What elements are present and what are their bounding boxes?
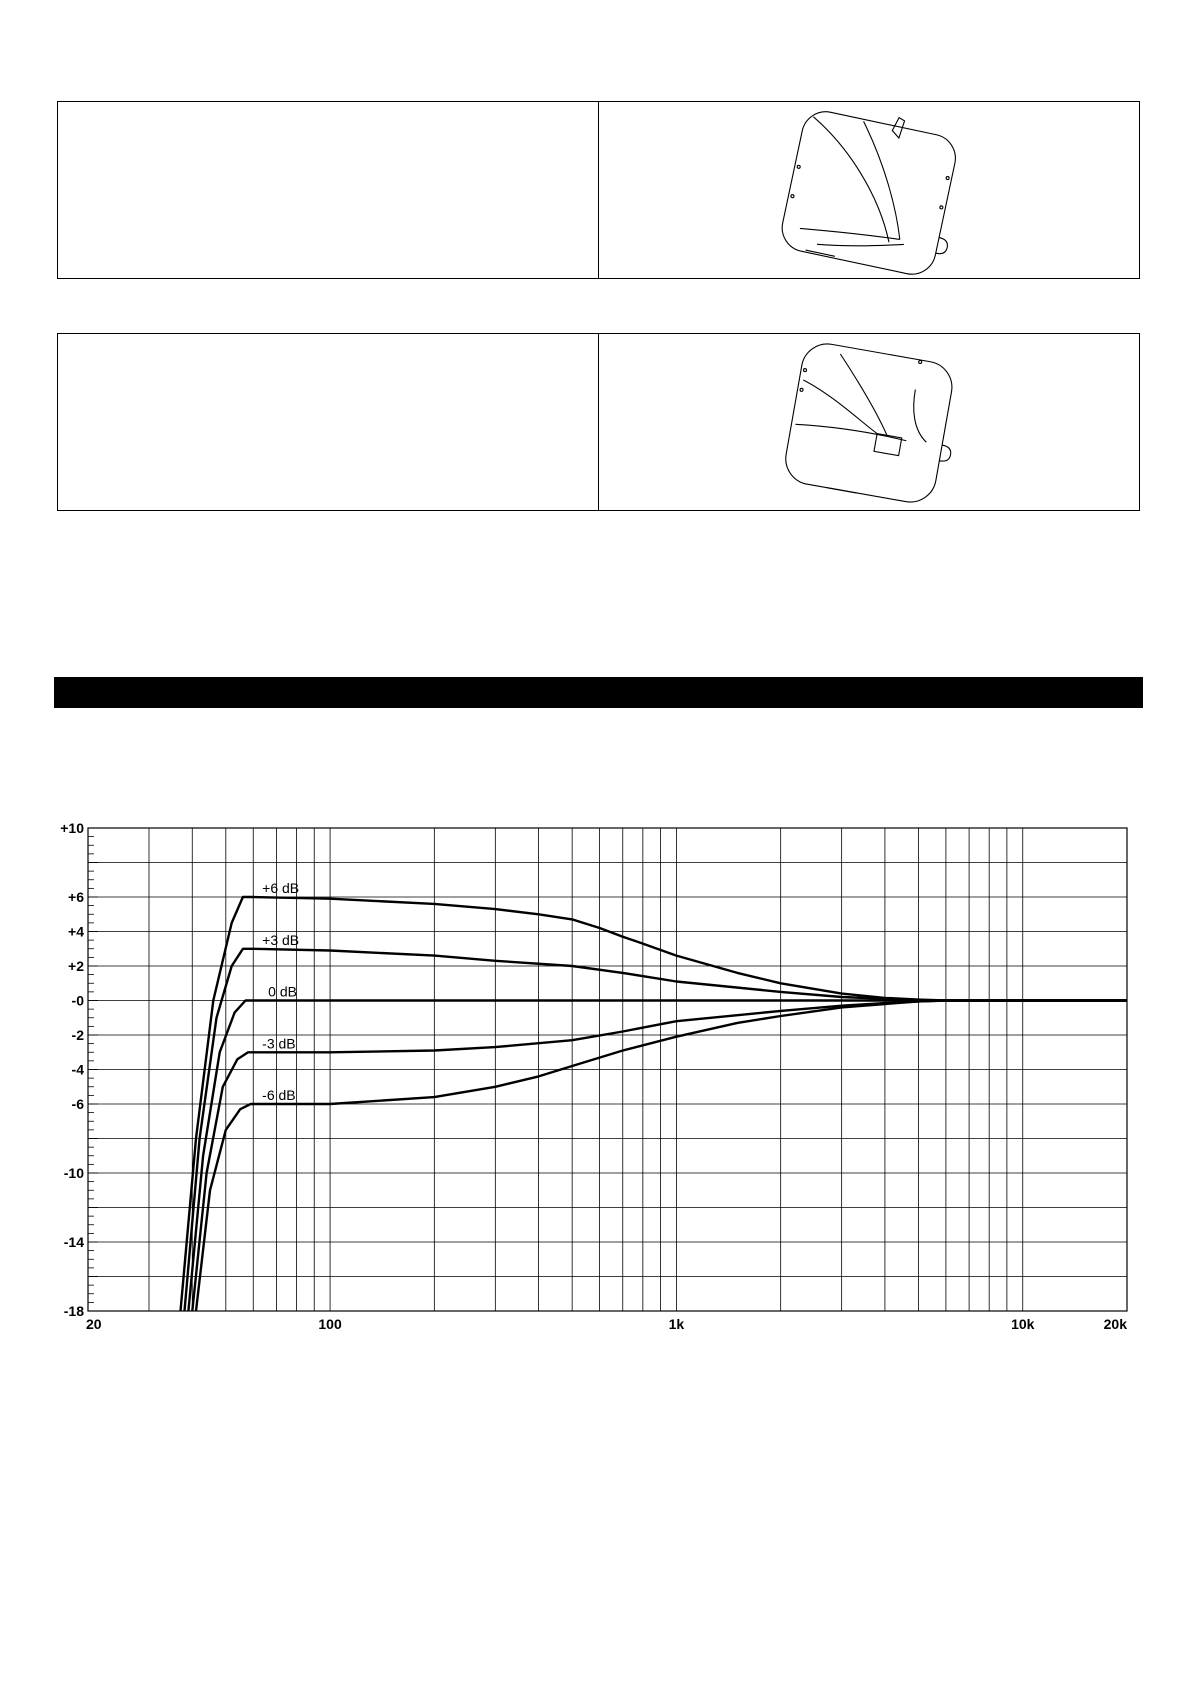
speaker-cabinet-tilted-icon: [599, 102, 1139, 278]
mounting-position-image-cell-2: [599, 334, 1139, 510]
x-tick-label: 1k: [668, 1316, 685, 1332]
y-tick-label: +4: [68, 923, 84, 940]
y-tick-label: -14: [63, 1234, 84, 1250]
series-label: -6 dB: [262, 1087, 296, 1103]
mounting-position-box-1: [57, 101, 1140, 279]
mounting-position-image-cell-1: [599, 102, 1139, 278]
x-tick-label: 20: [86, 1316, 102, 1332]
y-tick-label: -10: [63, 1165, 84, 1181]
series-label: -3 dB: [262, 1035, 296, 1052]
series-line: [181, 897, 1128, 1311]
x-tick-label: 10k: [1011, 1316, 1035, 1332]
y-tick-label: +2: [68, 958, 84, 974]
y-tick-label: -18: [63, 1303, 84, 1319]
section-header-bar: [54, 677, 1143, 708]
series-line: [188, 1001, 1127, 1312]
x-tick-label: 20k: [1103, 1316, 1127, 1332]
y-tick-label: -6: [71, 1096, 84, 1112]
series-label: +6 dB: [262, 880, 300, 896]
series-line: [185, 949, 1128, 1311]
y-tick-label: +10: [60, 820, 84, 836]
mounting-position-box-2: [57, 333, 1140, 511]
y-tick-label: -4: [71, 1061, 84, 1078]
speaker-cabinet-side-icon: [599, 334, 1139, 510]
x-tick-label: 100: [318, 1316, 342, 1332]
series-label: 0 dB: [268, 983, 297, 1000]
mounting-position-text-cell-1: [58, 102, 599, 278]
series-line: [192, 1001, 1127, 1312]
y-tick-label: -2: [71, 1027, 84, 1043]
y-tick-label: -0: [71, 992, 84, 1009]
plot-frame: [88, 828, 1127, 1311]
y-tick-label: +6: [68, 889, 84, 905]
series-label: +3 dB: [262, 931, 300, 948]
series-line: [196, 1001, 1127, 1312]
mounting-position-text-cell-2: [58, 334, 599, 510]
